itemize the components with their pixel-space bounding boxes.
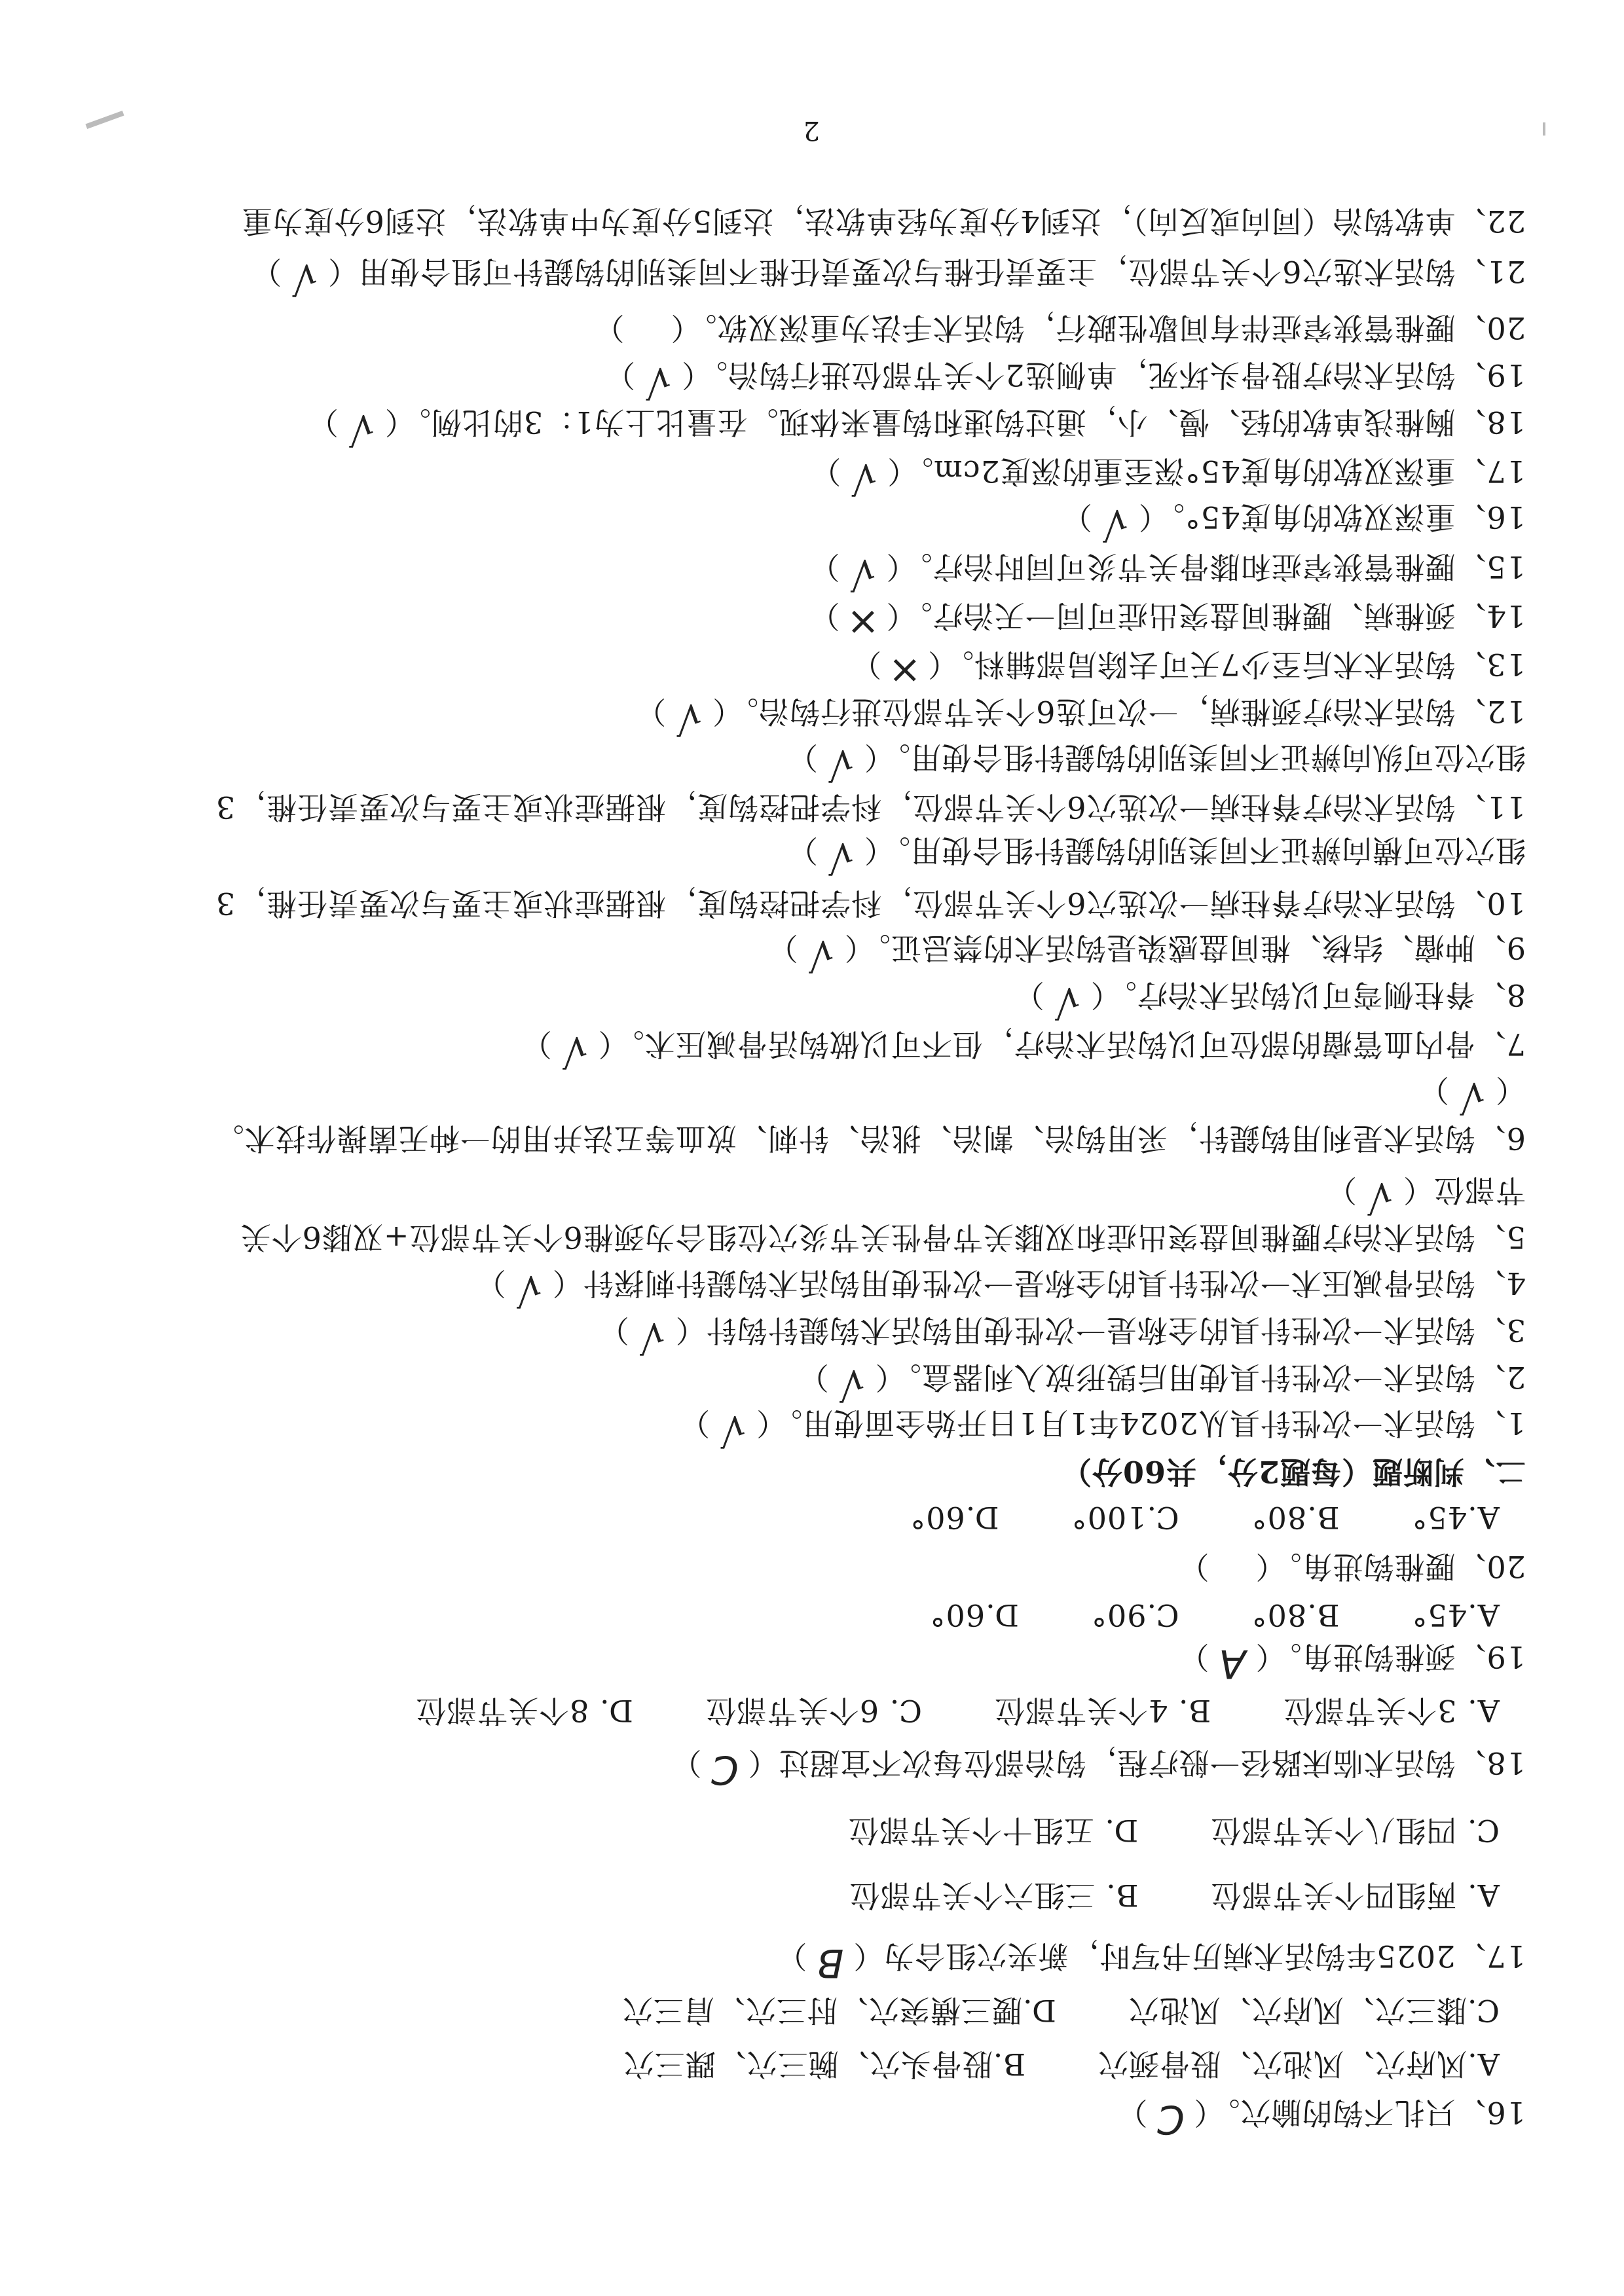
- judgment-line: [810, 452, 1526, 501]
- options-row: [551, 2045, 1500, 2084]
- handwritten-answer: C: [1156, 2096, 1185, 2142]
- question-text: 只扎不钩的腧穴。（: [1193, 2095, 1456, 2130]
- paren-close: ）: [1418, 1072, 1449, 1108]
- judgment-line: [1418, 1070, 1526, 1120]
- judgment-line: [767, 928, 1526, 977]
- paren-close: ）: [767, 930, 798, 966]
- judgment-line: [215, 884, 1526, 923]
- handwritten-mark: √: [516, 1267, 542, 1313]
- judgment-line: [251, 252, 1526, 301]
- judgment-line: [475, 1264, 1526, 1313]
- item-text: 钩活术是利用钩鍉针，采用钩治、割治、挑治、针刺、放血等五法并用的一种无菌操作技术。: [213, 1121, 1475, 1156]
- item-number: 7、: [1475, 1027, 1526, 1062]
- paren-close: ）: [307, 405, 339, 440]
- item-number: 18、: [1455, 405, 1526, 440]
- judgment-line: [593, 308, 1526, 348]
- question-text: 2025年钩活术病历书写时，新夹穴组合为（: [853, 1939, 1456, 1974]
- item-number: 17、: [1455, 454, 1526, 489]
- item-number: 19、: [1455, 357, 1526, 393]
- item-number: 20、: [1455, 310, 1526, 346]
- question-text: 钩活术临床路径一般疗程，钩治部位每次不宜超过（: [747, 1745, 1456, 1781]
- judgment-line: [787, 738, 1526, 787]
- paren-close: ）: [1013, 977, 1044, 1013]
- handwritten-mark: √: [828, 741, 854, 787]
- option: B.80°: [1251, 1597, 1340, 1633]
- question-number: 19、: [1455, 1639, 1526, 1675]
- page-number: 2: [803, 115, 820, 145]
- option: A.风府穴、风池穴、股骨颈穴: [1098, 2047, 1500, 2082]
- item-number: 1、: [1475, 1406, 1526, 1441]
- paren-close: ）: [671, 1745, 702, 1781]
- item-number: 3、: [1475, 1313, 1526, 1348]
- options-row: [343, 1691, 1500, 1730]
- option: D.60°: [929, 1597, 1019, 1633]
- handwritten-mark: √: [645, 359, 671, 405]
- question-line: [1116, 2093, 1526, 2142]
- option: B. 4个关节部位: [993, 1693, 1211, 1728]
- item-number: 5、: [1475, 1220, 1526, 1255]
- judgment-line: [213, 1119, 1526, 1158]
- paren-close: ）: [635, 694, 667, 729]
- judgment-line: [1326, 1171, 1526, 1220]
- handwritten-answer: B: [816, 1940, 844, 1986]
- item-text: 钩活术治疗股骨头坏死，单侧选2个关节部位进行钩治。（: [681, 357, 1456, 393]
- handwritten-mark: ×: [845, 600, 880, 646]
- section-heading-text: 二、判断题（每题2分，共60分）: [1060, 1454, 1526, 1489]
- option: D.60°: [910, 1500, 999, 1535]
- option: A.45°: [1411, 1500, 1500, 1535]
- handwritten-mark: √: [851, 455, 877, 501]
- paren-close: ）: [776, 1939, 807, 1974]
- paren-close: ）: [475, 1266, 506, 1301]
- paren-close: ）: [809, 598, 840, 634]
- handwritten-mark: √: [839, 1361, 865, 1407]
- item-number: 16、: [1455, 500, 1526, 535]
- paren-close: ）: [787, 740, 818, 775]
- question-number: 20、: [1455, 1549, 1526, 1584]
- option: A.45°: [1411, 1597, 1500, 1633]
- scan-speck: [1543, 122, 1545, 136]
- item-text: 钩活术一次性针具的全称是一次性使用钩活术钩鍉针钩针（: [674, 1313, 1475, 1348]
- item-text: 钩活术治疗颈椎病，一次可选6个关节部位进行钩治。（: [712, 694, 1456, 729]
- item-number: 21、: [1455, 254, 1526, 289]
- handwritten-mark: √: [562, 1028, 588, 1074]
- judgment-line: [1013, 975, 1526, 1025]
- handwritten-mark: √: [1367, 1174, 1393, 1220]
- handwritten-mark: √: [1459, 1074, 1485, 1120]
- item-number: 22、: [1455, 204, 1526, 239]
- paren-close: ）: [593, 310, 625, 346]
- item-text: 钩活骨减压术一次性针具的全称是一次性使用钩活术钩鍉针刺探针（: [551, 1266, 1475, 1301]
- judgment-line: [809, 596, 1526, 646]
- item-text: 钩活术选穴6个关节部位，主要责任椎与次要责任椎不同类别的钩鍉针可组合使用（: [327, 254, 1456, 289]
- question-number: 18、: [1455, 1745, 1526, 1781]
- item-text: （: [1495, 1072, 1526, 1108]
- judgment-line: [240, 1218, 1526, 1257]
- item-number: 14、: [1455, 598, 1526, 634]
- handwritten-mark: √: [348, 406, 375, 452]
- paren-close: ）: [809, 549, 840, 585]
- judgment-line: [635, 692, 1526, 741]
- option: D. 五组十个关节部位: [847, 1813, 1139, 1848]
- item-text: 脊柱侧弯可以钩活术治疗。（: [1090, 977, 1475, 1013]
- item-text: 腰椎管狭窄症伴有间歇性跛行，钩活术手法为重深双软。（: [670, 310, 1456, 346]
- paren-close: ）: [1178, 1639, 1209, 1675]
- option: A. 两组四个关节部位: [1210, 1878, 1500, 1913]
- paren-close: ）: [521, 1027, 552, 1062]
- item-text: 组穴位可纵向辨证不同类别的钩鍉针组合使用。（: [864, 740, 1526, 775]
- options-row: [776, 1811, 1500, 1850]
- option: B. 三组六个关节部位: [849, 1878, 1139, 1913]
- judgment-line: [1061, 498, 1526, 547]
- item-number: 9、: [1475, 930, 1526, 966]
- item-number: 8、: [1475, 977, 1526, 1013]
- option: C. 6个关节部位: [705, 1693, 922, 1728]
- item-text: 重深双软的角度45°深至重的深度2cm。（: [887, 454, 1456, 489]
- judgment-line: [851, 645, 1526, 694]
- item-number: 15、: [1455, 549, 1526, 585]
- handwritten-answer: C: [710, 1747, 739, 1793]
- item-text: 颈椎病、腰椎间盘突出症可同一天治疗。（: [885, 598, 1456, 634]
- paren-close: ）: [1061, 500, 1092, 535]
- question-text: 腰椎钩进角。（: [1255, 1549, 1456, 1584]
- options-row: [838, 1498, 1500, 1537]
- item-text: 钩活术一次性针具使用后毁形放入利器盒。（: [874, 1360, 1475, 1395]
- handwritten-mark: √: [849, 551, 876, 596]
- question-number: 16、: [1455, 2095, 1526, 2130]
- options-row: [777, 1876, 1500, 1915]
- judgment-line: [598, 1311, 1526, 1360]
- item-text: 胸椎浅单软的轻、慢、小，通过钩速和钩量来体现。在量比上为1：3的比例。（: [384, 405, 1456, 440]
- paren-close: ）: [251, 254, 282, 289]
- paren-close: ）: [598, 1313, 629, 1348]
- question-line: [1178, 1547, 1526, 1586]
- judgment-line: [787, 831, 1526, 880]
- handwritten-mark: √: [1102, 501, 1128, 547]
- option: D.腰三横突穴、肘三穴、肩三穴: [621, 1993, 1056, 2028]
- paren-close: ）: [604, 357, 636, 393]
- handwritten-mark: √: [1054, 979, 1080, 1025]
- scan-speck: [85, 111, 124, 129]
- options-row: [550, 1991, 1500, 2030]
- handwritten-mark: √: [808, 932, 834, 977]
- paren-close: ）: [810, 454, 841, 489]
- judgment-line: [604, 355, 1526, 405]
- judgment-line: [809, 547, 1526, 596]
- judgment-line: [521, 1025, 1526, 1074]
- handwritten-mark: √: [676, 695, 702, 741]
- judgment-line: [307, 403, 1526, 452]
- paren-close: ）: [1116, 2095, 1148, 2130]
- item-text: 钩活术治疗腰椎间盘突出症和双膝关节骨性关节炎穴位组合为颈椎6个关节部位+双膝6个关: [240, 1220, 1475, 1255]
- item-text: 钩活术治疗脊柱病一次选穴6个关节部位，科学把控钩度，根据症状或主要与次要责任椎，3: [215, 790, 1456, 825]
- item-number: 12、: [1455, 694, 1526, 729]
- handwritten-mark: ×: [887, 648, 921, 694]
- section-heading: [1061, 1452, 1526, 1491]
- paren-close: ）: [679, 1406, 710, 1441]
- handwritten-mark: √: [828, 834, 854, 880]
- question-number: 17、: [1455, 1939, 1526, 1974]
- item-text: 单软钩治（同向或反向），达到4分度为轻单软法，达到5分度为中单软法，达到6分度为重: [241, 204, 1456, 239]
- handwritten-answer: A: [1218, 1641, 1246, 1686]
- item-text: 钩活术一次性针具从2024年1月1日开始全面使用。（: [756, 1406, 1475, 1441]
- judgment-line: [798, 1358, 1526, 1407]
- question-line: [776, 1937, 1526, 1986]
- judgment-line: [242, 202, 1526, 241]
- item-number: 11、: [1455, 790, 1526, 825]
- item-text: 骨内血管瘤的部位可以钩活术治疗，但不可以做钩活骨减压术。（: [597, 1027, 1475, 1062]
- item-text: 肿瘤、结核、椎间盘感染是钩活术的禁忌证。（: [843, 930, 1475, 966]
- question-text: 颈椎钩进角。（: [1255, 1639, 1456, 1675]
- question-line: [671, 1743, 1526, 1793]
- item-text: 腰椎管狭窄症和膝骨关节炎可同时治疗。（: [885, 549, 1456, 585]
- judgment-line: [679, 1404, 1526, 1453]
- question-line: [1178, 1637, 1526, 1686]
- item-number: 13、: [1455, 647, 1526, 682]
- item-text: 钩活术术后至少7天可去除局部辅料。（: [927, 647, 1456, 682]
- option: B.80°: [1251, 1500, 1340, 1535]
- item-number: 10、: [1455, 886, 1526, 921]
- handwritten-mark: √: [720, 1407, 746, 1453]
- option: D. 8个关节部位: [415, 1693, 633, 1728]
- option: C.100°: [1071, 1500, 1179, 1535]
- option: C.90°: [1090, 1597, 1179, 1633]
- paren-close: ）: [798, 1360, 829, 1395]
- option: C. 四组八个关节部位: [1210, 1813, 1500, 1848]
- item-text: 节部位（: [1403, 1173, 1526, 1208]
- paren-close: ）: [787, 833, 818, 868]
- item-text: 钩活术治疗脊柱病一次选穴6个关节部位，科学把控钩度，根据症状或主要与次要责任椎，3: [215, 886, 1456, 921]
- item-number: 4、: [1475, 1266, 1526, 1301]
- handwritten-mark: √: [291, 255, 318, 301]
- item-number: 6、: [1475, 1121, 1526, 1156]
- item-text: 重深双软的角度45°。（: [1137, 500, 1456, 535]
- paren-close: ）: [851, 647, 882, 682]
- option: A. 3个关节部位: [1283, 1693, 1500, 1728]
- paren-close: ）: [1178, 1549, 1209, 1584]
- judgment-line: [215, 788, 1526, 827]
- item-number: 2、: [1475, 1360, 1526, 1395]
- options-row: [858, 1595, 1500, 1635]
- option: B.股骨头穴、腕三穴、踝三穴: [623, 2047, 1026, 2082]
- option: C.膝三穴、风府穴、风池穴: [1128, 1993, 1500, 2028]
- paren-close: ）: [1326, 1173, 1357, 1208]
- item-text: 组穴位可横向辨证不同类别的钩鍉针组合使用。（: [864, 833, 1526, 868]
- handwritten-mark: √: [639, 1314, 665, 1360]
